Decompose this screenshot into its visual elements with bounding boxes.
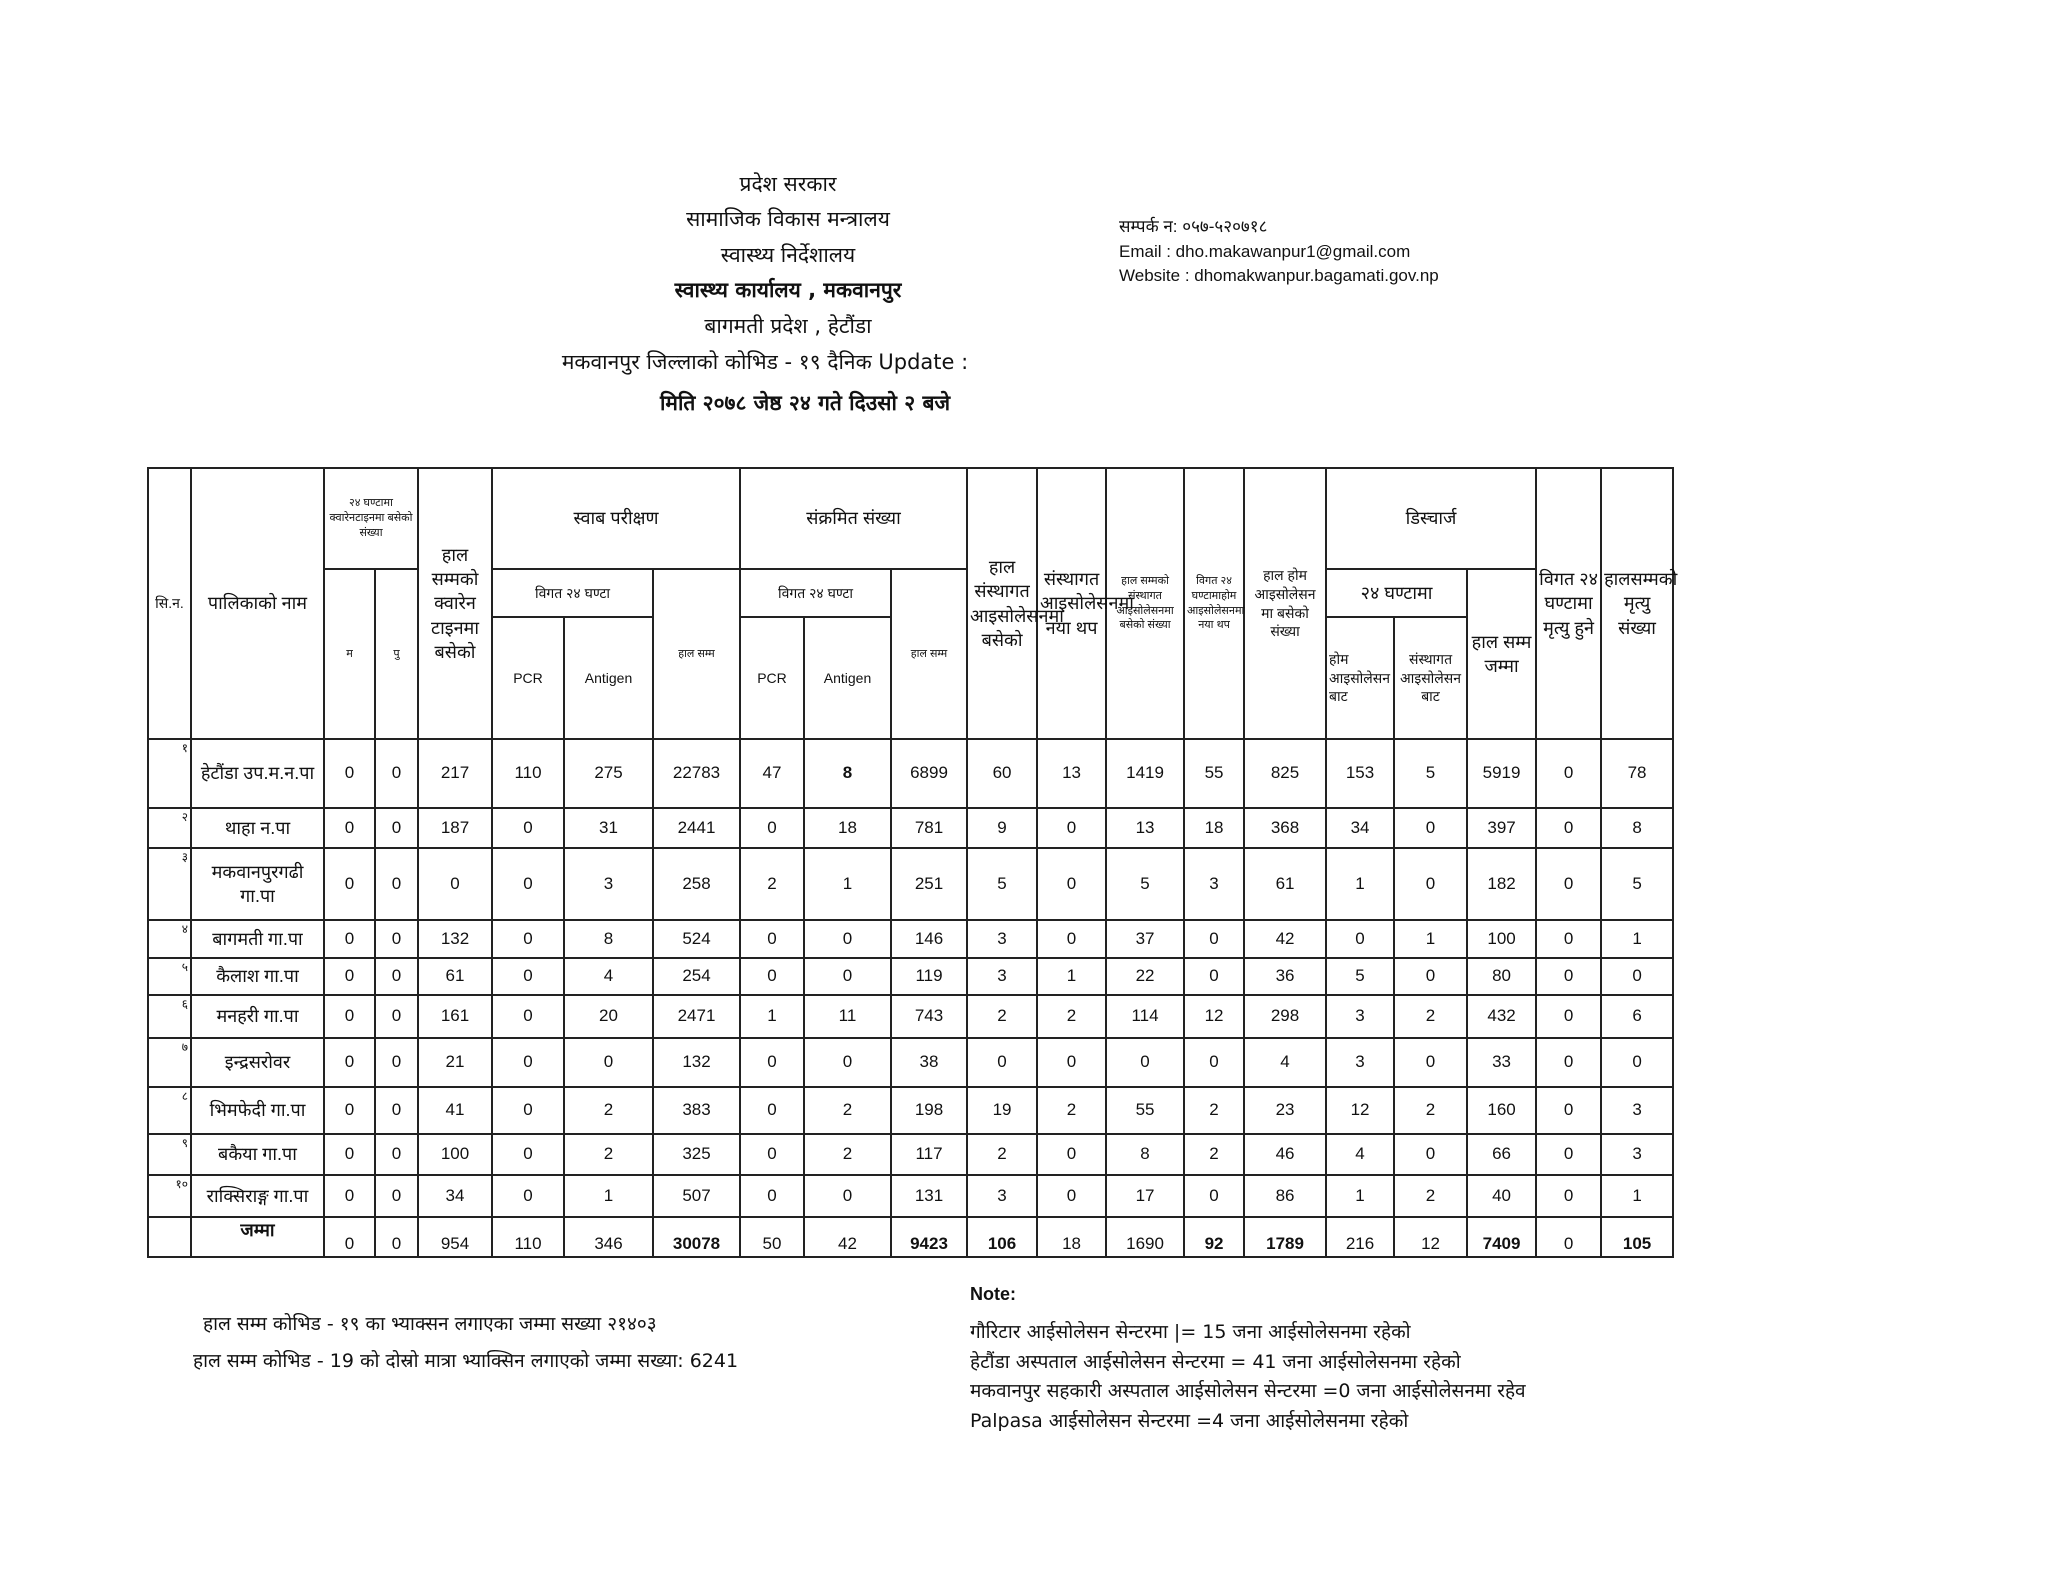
table-cell: 2 [804,1134,891,1175]
table-cell: 0 [1037,1038,1106,1087]
table-cell: 0 [375,1038,418,1087]
date-line: मिति २०७८ जेष्ठ २४ गते दिउसो २ बजे [659,391,951,415]
table-cell: 0 [1037,1175,1106,1217]
table-cell: 60 [967,739,1037,808]
table-cell: 8 [1106,1134,1184,1175]
table-cell: 47 [740,739,804,808]
table-cell: 2 [1184,1134,1244,1175]
table-cell: 0 [1037,1134,1106,1175]
table-cell: 21 [418,1038,492,1087]
header-female: म [324,569,375,739]
row-name: मकवानपुरगढी गा.पा [191,848,324,920]
table-cell: 507 [653,1175,740,1217]
table-cell: 2 [564,1134,653,1175]
table-cell: 0 [740,1038,804,1087]
header-swab: स्वाब परीक्षण [492,468,740,569]
header-home-iso-new: विगत २४ घण्टामाहोम आइसोलेसनमा नया थप [1184,468,1244,739]
row-name: कैलाश गा.पा [191,958,324,995]
header-infected-antigen: Antigen [804,617,891,739]
table-cell: 2 [740,848,804,920]
table-cell: 6899 [891,739,967,808]
table-cell: 3 [967,920,1037,958]
header-swab-till-now: हाल सम्म [653,569,740,739]
second-dose-total: हाल सम्म कोभिड - 19 को दोस्रो मात्रा भ्याक्सिन लगाएको जम्मा सख्या: 6241 [193,1350,739,1372]
table-row [148,1087,1673,1134]
office-title: स्वास्थ्य कार्यालय , मकवानपुर [674,278,902,302]
header-from-inst-iso: संस्थागत आइसोलेसन बाट [1394,617,1467,739]
table-cell: 524 [653,920,740,958]
row-sn: १० [148,1175,191,1217]
table-cell: 13 [1106,808,1184,848]
total-cell: 42 [804,1217,891,1257]
table-cell: 4 [1326,1134,1394,1175]
total-cell: 12 [1394,1217,1467,1257]
table-cell: 0 [740,1134,804,1175]
table-cell: 2441 [653,808,740,848]
table-cell: 2 [804,1087,891,1134]
table-cell: 187 [418,808,492,848]
row-sn: ९ [148,1134,191,1175]
table-cell: 0 [375,1175,418,1217]
table-cell: 0 [804,920,891,958]
table-cell: 17 [1106,1175,1184,1217]
table-cell: 132 [418,920,492,958]
table-cell: 0 [1184,1175,1244,1217]
table-cell: 12 [1326,1087,1394,1134]
header-home-iso-current: हाल होम आइसोलेसन मा बसेको संख्या [1244,468,1326,739]
table-cell: 432 [1467,995,1536,1038]
table-cell: 0 [375,808,418,848]
table-cell: 781 [891,808,967,848]
header-inst-iso-current: हाल संस्थागत आइसोलेसनमा बसेको [967,468,1037,739]
table-cell: 110 [492,739,564,808]
table-cell: 383 [653,1087,740,1134]
table-cell: 119 [891,958,967,995]
header-name: पालिकाको नाम [191,468,324,739]
table-cell: 8 [1601,808,1673,848]
table-cell: 80 [1467,958,1536,995]
covid-data-table [147,467,1678,1258]
table-row [148,1134,1673,1175]
table-cell: 397 [1467,808,1536,848]
contact-email: Email : dho.makawanpur1@gmail.com [1119,242,1411,261]
total-cell: 1789 [1244,1217,1326,1257]
table-cell: 1 [1394,920,1467,958]
table-cell: 3 [1326,995,1394,1038]
header-line: सामाजिक विकास मन्त्रालय [686,207,890,231]
table-cell: 3 [564,848,653,920]
total-cell: 954 [418,1217,492,1257]
table-cell: 12 [1184,995,1244,1038]
table-cell: 38 [891,1038,967,1087]
row-name: थाहा न.पा [191,808,324,848]
table-cell: 0 [492,808,564,848]
table-cell: 0 [1326,920,1394,958]
table-cell: 19 [967,1087,1037,1134]
header-sn: सि.न. [148,468,191,739]
table-cell: 0 [564,1038,653,1087]
total-cell: 0 [1536,1217,1601,1257]
table-cell: 1 [740,995,804,1038]
contact-website: Website : dhomakwanpur.bagamati.gov.np [1119,266,1439,285]
table-cell: 1 [804,848,891,920]
total-cell: 105 [1601,1217,1673,1257]
table-cell: 33 [1467,1038,1536,1087]
total-cell: 346 [564,1217,653,1257]
table-cell: 0 [1536,739,1601,808]
table-cell: 0 [375,739,418,808]
table-cell: 66 [1467,1134,1536,1175]
table-cell: 0 [324,995,375,1038]
table-cell: 42 [1244,920,1326,958]
table-cell: 0 [418,848,492,920]
table-cell: 0 [1394,958,1467,995]
table-cell: 0 [324,920,375,958]
total-label: जम्मा [191,1217,324,1257]
table-cell: 0 [740,958,804,995]
total-cell: 110 [492,1217,564,1257]
table-cell: 1 [564,1175,653,1217]
table-row [148,995,1673,1038]
table-cell: 0 [1536,995,1601,1038]
table-cell: 0 [324,808,375,848]
table-cell: 132 [653,1038,740,1087]
table-row [148,808,1673,848]
table-cell: 0 [324,848,375,920]
table-cell: 5 [967,848,1037,920]
table-cell: 0 [804,1175,891,1217]
total-cell: 9423 [891,1217,967,1257]
table-cell: 0 [324,1134,375,1175]
table-cell: 2471 [653,995,740,1038]
table-cell: 22 [1106,958,1184,995]
note-item: Palpasa आईसोलेसन सेन्टरमा =4 जना आईसोलेसनमा रहेको [970,1410,1409,1432]
total-cell: 7409 [1467,1217,1536,1257]
table-cell: 114 [1106,995,1184,1038]
table-cell: 11 [804,995,891,1038]
table-cell: 4 [564,958,653,995]
header-swab-antigen: Antigen [564,617,653,739]
table-cell: 4 [1244,1038,1326,1087]
table-cell: 182 [1467,848,1536,920]
table-cell: 0 [1536,1175,1601,1217]
table-cell: 0 [492,958,564,995]
table-cell: 0 [804,1038,891,1087]
total-cell: 92 [1184,1217,1244,1257]
table-cell: 18 [1184,808,1244,848]
row-sn: ७ [148,1038,191,1087]
table-cell: 2 [1394,1087,1467,1134]
table-cell: 0 [967,1038,1037,1087]
table-cell: 0 [1536,1134,1601,1175]
table-cell: 3 [1184,848,1244,920]
note-label: Note: [970,1284,1016,1304]
total-cell: 50 [740,1217,804,1257]
table-cell: 1 [1601,920,1673,958]
header-quarantine-24h: २४ घण्टामा क्वारेनटाइनमा बसेको संख्या [324,468,418,569]
update-title: मकवानपुर जिल्लाको कोभिड - १९ दैनिक Update : [561,350,969,374]
table-cell: 1419 [1106,739,1184,808]
table-row [148,1038,1673,1087]
table-cell: 2 [1184,1087,1244,1134]
table-cell: 0 [492,1087,564,1134]
header-deaths-total: हालसम्मको मृत्यु संख्या [1601,468,1673,739]
header-line: प्रदेश सरकार [739,172,837,196]
table-cell: 131 [891,1175,967,1217]
row-sn: ४ [148,920,191,958]
header-male: पु [375,569,418,739]
table-cell: 2 [1394,1175,1467,1217]
header-inst-iso-new: संस्थागत आइसोलेसनमा नया थप [1037,468,1106,739]
table-cell: 2 [967,995,1037,1038]
total-cell: 0 [324,1217,375,1257]
table-cell: 3 [1601,1087,1673,1134]
table-cell: 0 [375,848,418,920]
vaccine-total: हाल सम्म कोभिड - १९ का भ्याक्सन लगाएका जम्मा सख्या २१४०३ [203,1313,657,1335]
table-cell: 2 [1037,1087,1106,1134]
header-infected-till-now: हाल सम्म [891,569,967,739]
table-cell: 8 [804,739,891,808]
table-cell: 825 [1244,739,1326,808]
table-cell: 40 [1467,1175,1536,1217]
table-cell: 161 [418,995,492,1038]
table-cell: 146 [891,920,967,958]
header-swab-pcr: PCR [492,617,564,739]
table-cell: 153 [1326,739,1394,808]
header-inst-iso-total: हाल सम्मको संस्थागत आइसोलेसनमा बसेको संख्या [1106,468,1184,739]
row-name: मनहरी गा.पा [191,995,324,1038]
table-cell: 0 [740,1087,804,1134]
table-cell: 0 [1106,1038,1184,1087]
table-cell: 198 [891,1087,967,1134]
row-sn: ६ [148,995,191,1038]
table-cell: 298 [1244,995,1326,1038]
table-cell: 0 [324,1038,375,1087]
table-cell: 743 [891,995,967,1038]
table-row [148,1175,1673,1217]
table-cell: 0 [1601,1038,1673,1087]
table-cell: 2 [967,1134,1037,1175]
header-from-home-iso: होम आइसोलेसन बाट [1326,617,1394,739]
table-cell: 5 [1601,848,1673,920]
table-cell: 1 [1037,958,1106,995]
table-cell: 2 [1394,995,1467,1038]
header-infected-pcr: PCR [740,617,804,739]
table-cell: 0 [492,920,564,958]
table-cell: 0 [492,1038,564,1087]
table-cell: 0 [1536,1038,1601,1087]
table-cell: 1 [1601,1175,1673,1217]
table-cell: 0 [324,1087,375,1134]
table-cell: 5 [1394,739,1467,808]
table-cell: 251 [891,848,967,920]
table-cell: 22783 [653,739,740,808]
table-cell: 0 [1536,848,1601,920]
header-deaths-24h: विगत २४ घण्टामा मृत्यु हुने [1536,468,1601,739]
table-cell: 0 [1536,1087,1601,1134]
table-cell: 0 [1184,958,1244,995]
table-cell: 0 [1394,1134,1467,1175]
note-item: हेटौंडा अस्पताल आईसोलेसन सेन्टरमा = 41 जना आईसोलेसनमा रहेको [970,1351,1461,1373]
note-item: गौरिटार आईसोलेसन सेन्टरमा |= 15 जना आईसोलेसनमा रहेको [970,1321,1411,1343]
table-cell: 0 [492,995,564,1038]
table-cell: 0 [1394,848,1467,920]
table-cell: 0 [375,920,418,958]
table-cell: 0 [1037,808,1106,848]
table-cell: 55 [1106,1087,1184,1134]
table-cell: 0 [740,920,804,958]
table-cell: 0 [492,1175,564,1217]
table-cell: 5919 [1467,739,1536,808]
table-cell: 8 [564,920,653,958]
table-cell: 18 [804,808,891,848]
table-cell: 0 [740,808,804,848]
table-cell: 100 [418,1134,492,1175]
row-sn: ५ [148,958,191,995]
table-cell: 0 [1184,1038,1244,1087]
total-cell: 18 [1037,1217,1106,1257]
table-cell: 61 [1244,848,1326,920]
table-cell: 0 [1536,958,1601,995]
row-name: बागमती गा.पा [191,920,324,958]
table-cell: 1 [1326,848,1394,920]
row-name: भिमफेदी गा.पा [191,1087,324,1134]
row-name: हेटौंडा उप.म.न.पा [191,739,324,808]
table-cell: 0 [1037,920,1106,958]
table-row [148,739,1673,808]
table-cell: 0 [492,848,564,920]
table-cell: 0 [1536,808,1601,848]
table-cell: 2 [1037,995,1106,1038]
table-cell: 0 [324,958,375,995]
table-cell: 13 [1037,739,1106,808]
row-sn: ३ [148,848,191,920]
table-cell: 2 [564,1087,653,1134]
total-cell: 30078 [653,1217,740,1257]
row-name: बकैया गा.पा [191,1134,324,1175]
table-cell: 0 [375,995,418,1038]
total-cell: 0 [375,1217,418,1257]
table-cell: 55 [1184,739,1244,808]
table-row [148,848,1673,920]
table-cell: 5 [1326,958,1394,995]
table-cell: 0 [324,1175,375,1217]
table-cell: 46 [1244,1134,1326,1175]
total-row [148,1217,1673,1257]
table-cell: 9 [967,808,1037,848]
table-cell: 34 [418,1175,492,1217]
table-cell: 217 [418,739,492,808]
table-cell: 1 [1326,1175,1394,1217]
table-cell: 0 [324,739,375,808]
table-cell: 3 [967,958,1037,995]
table-cell: 0 [804,958,891,995]
total-cell: 106 [967,1217,1037,1257]
note-item: मकवानपुर सहकारी अस्पताल आईसोलेसन सेन्टरमा =0 जना आईसोलेसनमा रहेव [970,1380,1526,1402]
table-cell: 0 [1536,920,1601,958]
header-swab-last24: विगत २४ घण्टा [492,569,653,617]
table-cell: 31 [564,808,653,848]
table-cell: 254 [653,958,740,995]
row-name: राक्सिराङ्ग गा.पा [191,1175,324,1217]
header-discharge: डिस्चार्ज [1326,468,1536,569]
table-cell: 0 [1601,958,1673,995]
table-cell: 0 [375,1087,418,1134]
table-cell: 368 [1244,808,1326,848]
header-line: स्वास्थ्य निर्देशालय [720,243,856,267]
table-cell: 0 [1394,1038,1467,1087]
table-cell: 37 [1106,920,1184,958]
table-cell: 0 [375,958,418,995]
table-cell: 86 [1244,1175,1326,1217]
table-cell: 0 [740,1175,804,1217]
row-sn: ८ [148,1087,191,1134]
row-sn: २ [148,808,191,848]
table-cell: 160 [1467,1087,1536,1134]
table-cell: 3 [1601,1134,1673,1175]
table-cell: 6 [1601,995,1673,1038]
total-sn [148,1217,191,1257]
table-row [148,920,1673,958]
table-row [148,958,1673,995]
row-name: इन्द्रसरोवर [191,1038,324,1087]
table-cell: 20 [564,995,653,1038]
header-infected: संक्रमित संख्या [740,468,967,569]
table-cell: 78 [1601,739,1673,808]
table-cell: 61 [418,958,492,995]
table-cell: 325 [653,1134,740,1175]
total-cell: 216 [1326,1217,1394,1257]
table-cell: 258 [653,848,740,920]
table-cell: 100 [1467,920,1536,958]
table-cell: 275 [564,739,653,808]
table-cell: 3 [1326,1038,1394,1087]
header-infected-last24: विगत २४ घण्टा [740,569,891,617]
table-cell: 0 [375,1134,418,1175]
table-cell: 41 [418,1087,492,1134]
table-cell: 0 [1184,920,1244,958]
table-cell: 117 [891,1134,967,1175]
row-sn: १ [148,739,191,808]
contact-phone: सम्पर्क न: ०५७-५२०७१८ [1119,217,1268,236]
table-cell: 3 [967,1175,1037,1217]
table-cell: 34 [1326,808,1394,848]
table-cell: 23 [1244,1087,1326,1134]
table-cell: 0 [1037,848,1106,920]
total-cell: 1690 [1106,1217,1184,1257]
table-cell: 36 [1244,958,1326,995]
header-discharge-24h: २४ घण्टामा [1326,569,1467,617]
table-cell: 0 [1394,808,1467,848]
table-cell: 5 [1106,848,1184,920]
header-discharge-total: हाल सम्म जम्मा [1467,569,1536,739]
header-total-quarantine: हाल सम्मको क्वारेन टाइनमा बसेको [418,468,492,739]
table-cell: 0 [492,1134,564,1175]
header-line: बागमती प्रदेश , हेटौंडा [704,314,872,338]
